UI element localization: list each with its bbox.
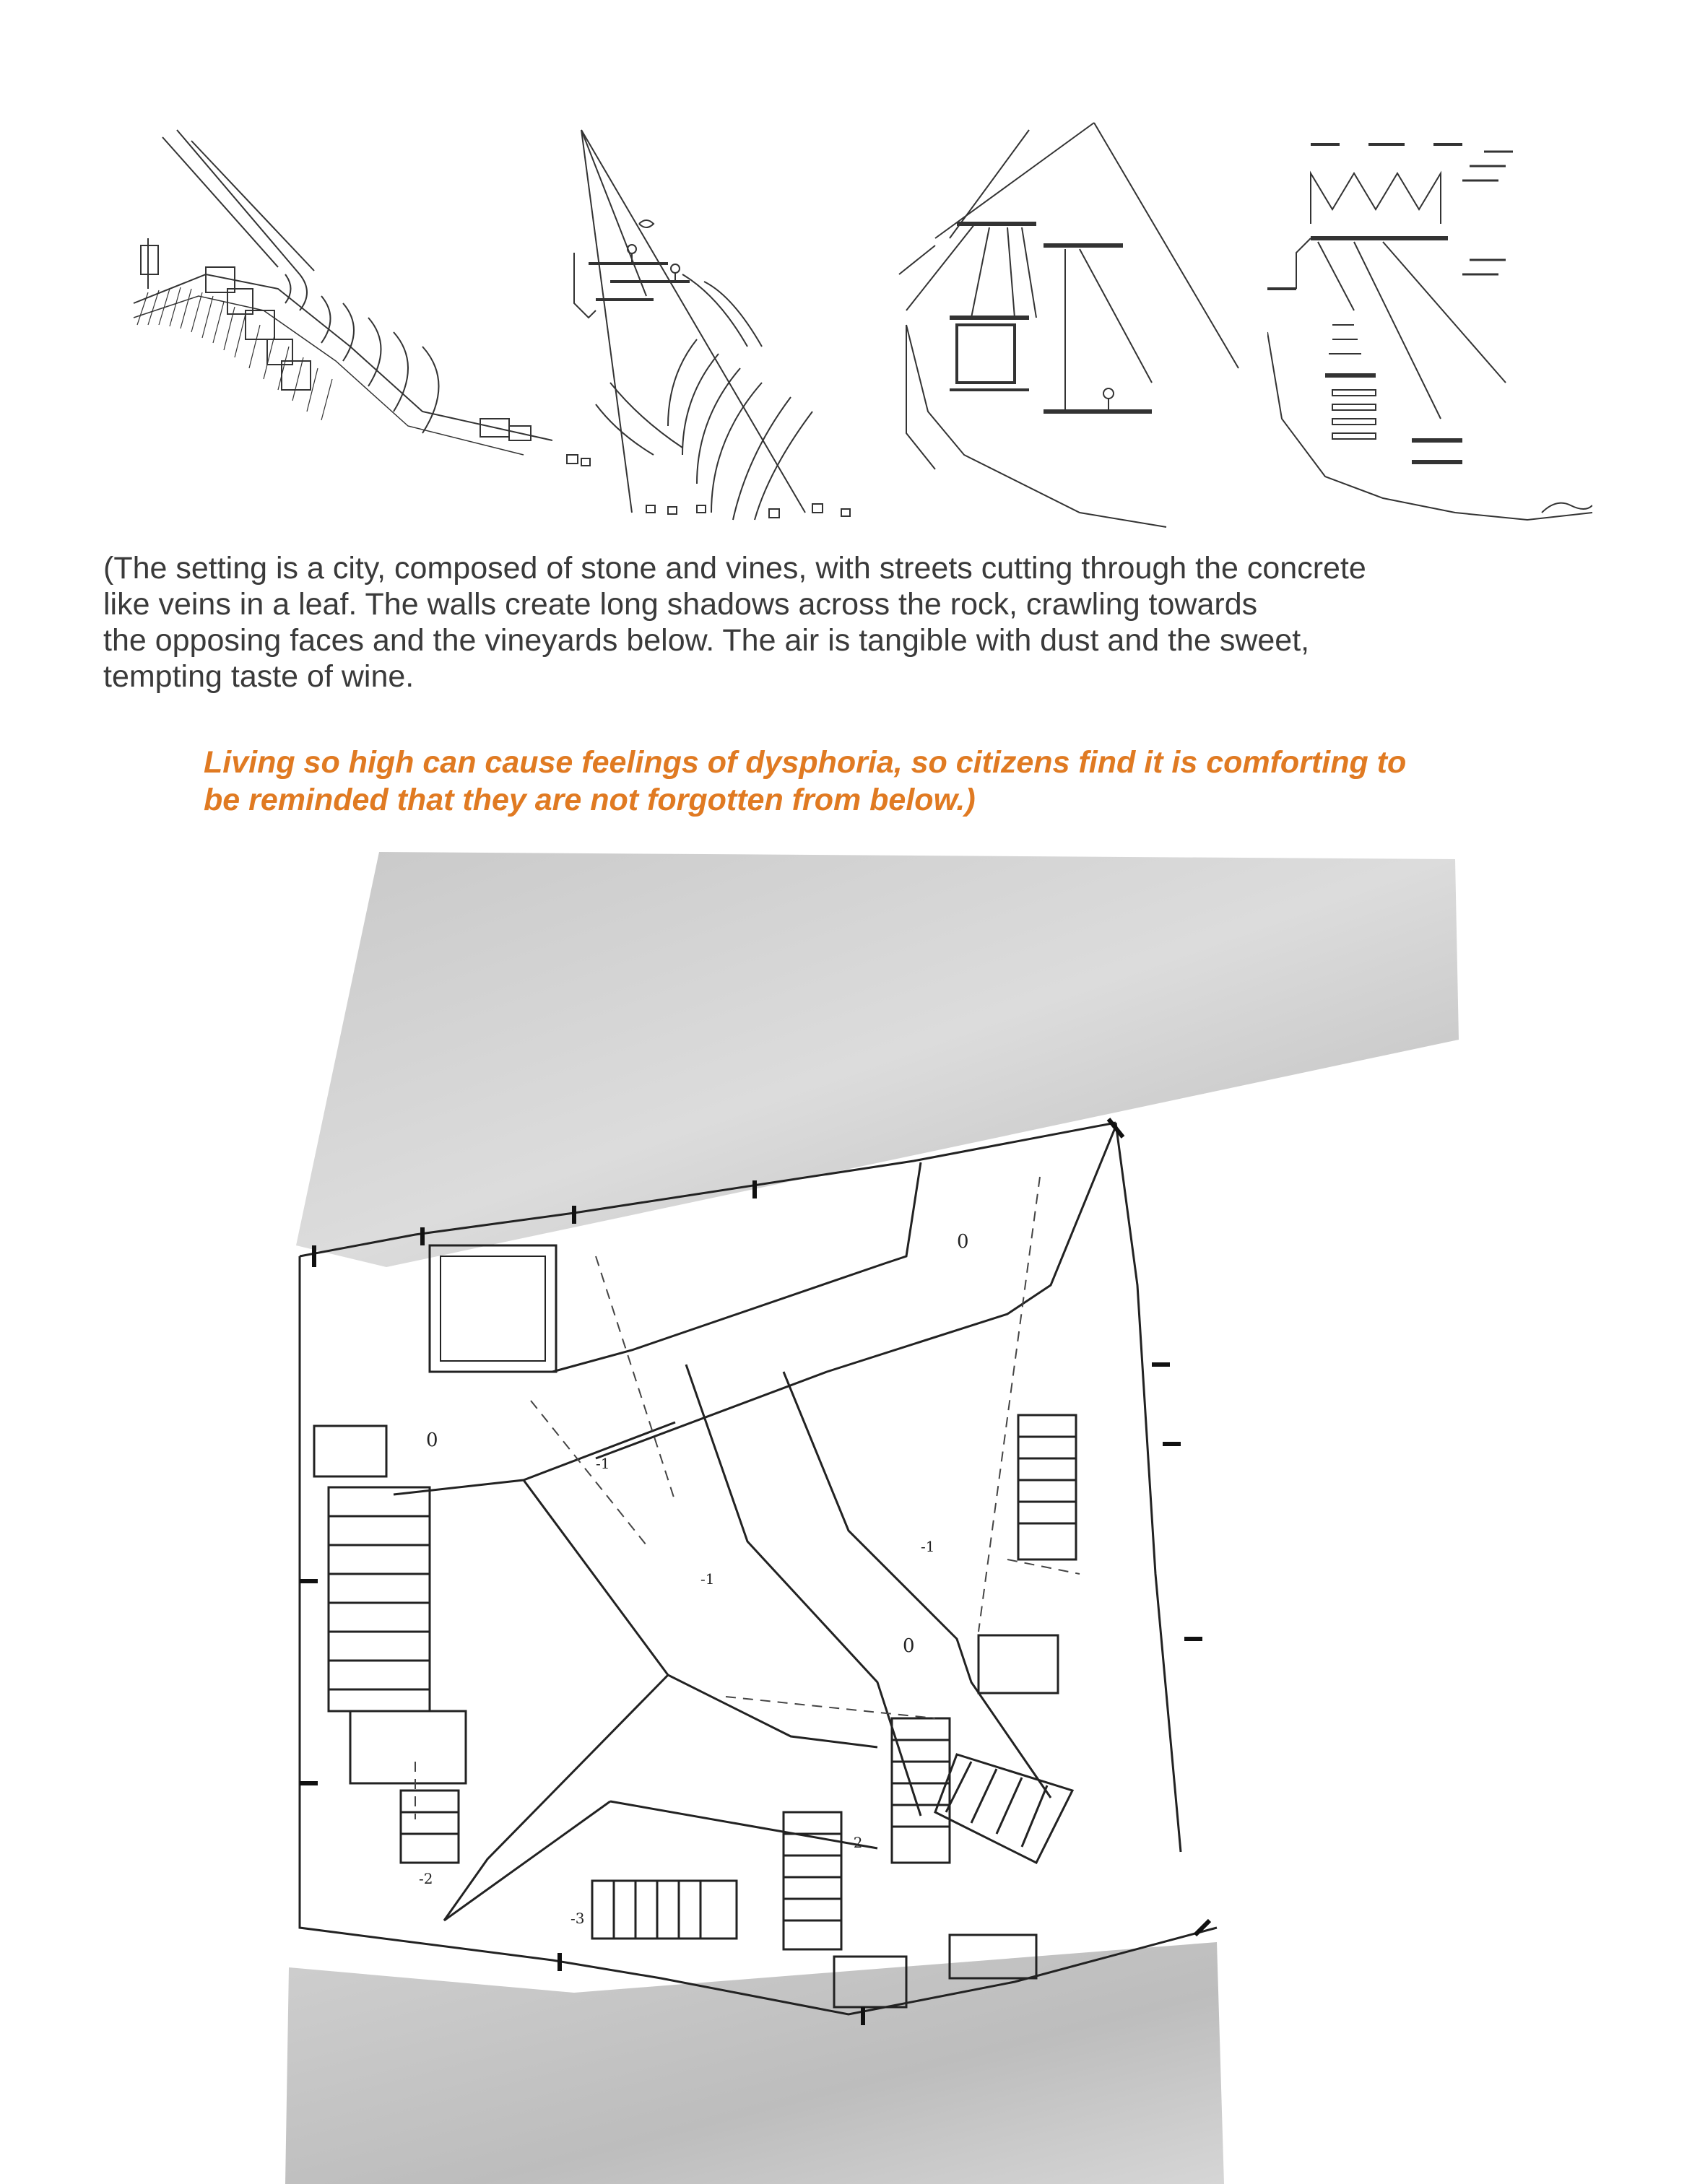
level-label: -2 <box>849 1834 863 1851</box>
level-label: -1 <box>596 1455 610 1472</box>
level-label: 0 <box>426 1430 438 1451</box>
level-label: 0 <box>903 1635 915 1657</box>
narrative-paragraph <box>103 550 1613 695</box>
level-label: -1 <box>921 1538 935 1555</box>
narrative-line: tempting taste of wine. <box>103 659 415 694</box>
hillside-town-sketch <box>119 108 552 534</box>
terrace-sound-sketch <box>552 108 863 534</box>
stepped-section-sketch <box>1267 108 1592 534</box>
sketch-strip <box>119 108 1592 534</box>
rock-wash-bottom <box>285 1942 1224 2184</box>
level-label: -3 <box>570 1910 585 1927</box>
aside-line: be reminded that they are not forgotten from below.) <box>204 783 976 817</box>
aside-quote <box>204 744 1634 819</box>
canopy-section-sketch <box>863 108 1267 534</box>
aside-line: Living so high can cause feelings of dysphoria, so citizens find it is comforting to <box>204 745 1407 780</box>
rock-wash-top <box>296 852 1459 1267</box>
floor-plan <box>285 852 1488 2184</box>
narrative-line: (The setting is a city, composed of stone and vines, with streets cutting through the concrete <box>103 551 1366 586</box>
level-label: -1 <box>700 1570 715 1588</box>
level-label: -2 <box>419 1870 433 1887</box>
narrative-line: the opposing faces and the vineyards below. The air is tangible with dust and the sweet, <box>103 623 1310 658</box>
narrative-line: like veins in a leaf. The walls create long shadows across the rock, crawling towards <box>103 587 1258 622</box>
level-label: 0 <box>957 1231 969 1253</box>
